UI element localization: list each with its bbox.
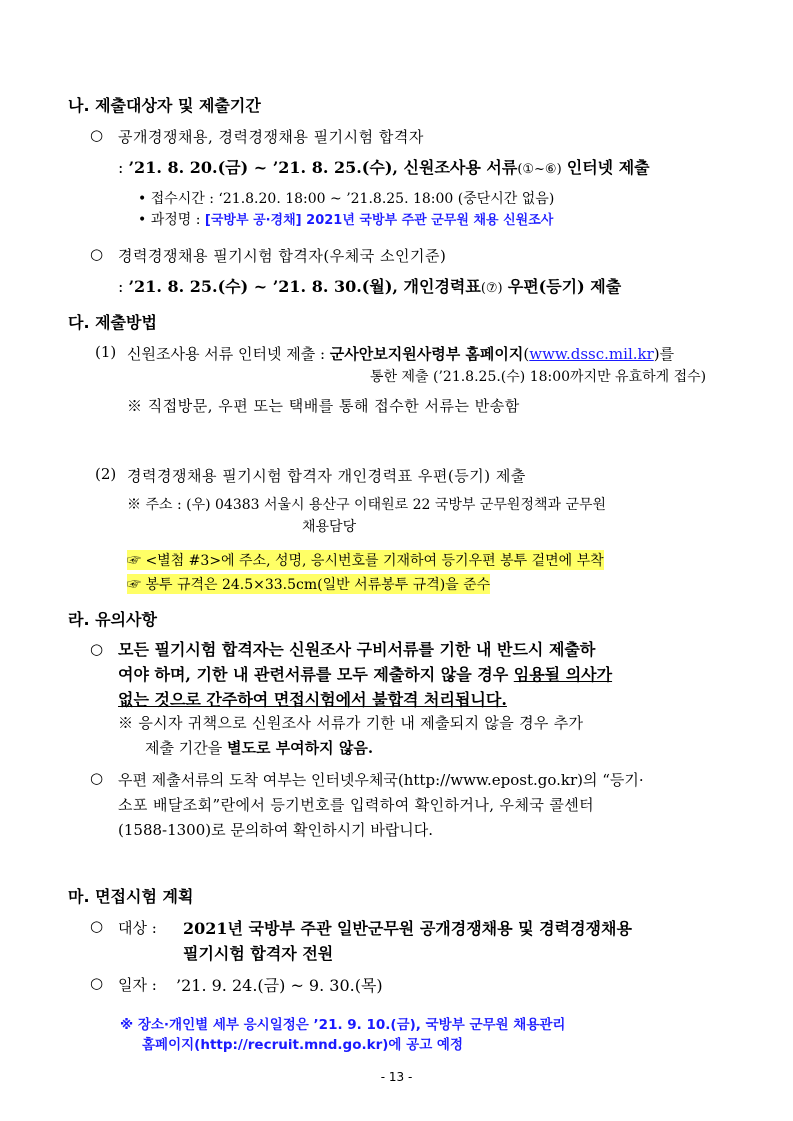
period-prefix: :: [118, 158, 124, 177]
notice-text: 모든 필기시험 합격자는 신원조사 구비서류를 기한 내 반드시 제출하: [118, 640, 596, 659]
notice-sub-emphasis: 별도로 부여하지 않음.: [227, 739, 374, 757]
address-line: ※ 주소 : (우) 04383 서울시 용산구 이태원로 22 국방부 군무원정책과 군무원: [127, 497, 607, 513]
bullet: ○: [90, 974, 104, 992]
site-link[interactable]: www.dssc.mil.kr: [529, 345, 654, 363]
postal-notice-line: 우편 제출서류의 도착 여부는 인터넷우체국(http://www.epost.go.kr)의 “등기·: [118, 771, 644, 789]
sub-bullet: •: [138, 212, 147, 228]
bullet: ○: [90, 245, 104, 263]
course-name: [국방부 공·경채] 2021년 국방부 주관 군무원 채용 신원조사: [204, 213, 554, 228]
address-line: 채용담당: [302, 519, 357, 535]
bullet: ○: [90, 917, 104, 935]
submission-method: 인터넷 제출: [566, 158, 650, 177]
bullet: ○: [90, 769, 104, 787]
sub-bullet: •: [138, 191, 147, 207]
submission-method-2: 우편(등기) 제출: [507, 277, 622, 296]
period-prefix: :: [118, 277, 124, 296]
item1-note: 통한 제출 (’21.8.25.(수) 18:00까지만 유효하게 접수): [370, 369, 707, 385]
page-number: - 13 -: [380, 1070, 413, 1084]
notice-sub-line: ※ 응시자 귀책으로 신원조사 서류가 기한 내 제출되지 않을 경우 추가: [118, 714, 584, 732]
bullet: ○: [90, 640, 104, 658]
submission-period-2: ’21. 8. 25.(수) ~ ’21. 8. 30.(월), 개인경력표: [128, 277, 481, 296]
notice-sub-text: 제출 기간을: [145, 739, 223, 757]
postal-notice-line: 소포 배달조회”란에서 등기번호를 입력하여 확인하거나, 우체국 콜센터: [118, 796, 595, 814]
item-number: (2): [95, 465, 117, 483]
item1-warning: ※ 직접방문, 우편 또는 택배를 통해 접수한 서류는 반송함: [127, 397, 520, 415]
section-heading-na: 나. 제출대상자 및 제출기간: [68, 96, 261, 115]
target-line: 2021년 국방부 주관 일반군무원 공개경쟁채용 및 경력경쟁채용: [183, 919, 632, 938]
notice-text-underlined: 없는 것으로 간주하여 면접시험에서 불합격 처리됩니다.: [118, 690, 507, 709]
site-name: 군사안보지원사령부 홈페이지: [329, 345, 524, 363]
section-heading-ra: 라. 유의사항: [68, 610, 157, 629]
item1-suffix: 를: [659, 345, 675, 363]
notice-text: 여야 하며, 기한 내 관련서류를 모두 제출하지 않을 경우: [118, 665, 509, 684]
item2-text: 경력경쟁채용 필기시험 합격자 개인경력표 우편(등기) 제출: [127, 467, 526, 485]
hint-highlight: ☞ 봉투 규격은 24.5×33.5cm(일반 서류봉투 규격)을 준수: [127, 574, 490, 594]
target-label: 대상 :: [118, 919, 157, 937]
submission-period: ’21. 8. 20.(금) ~ ’21. 8. 25.(수), 신원조사용 서류: [128, 158, 518, 177]
submission-target-line-2: 경력경쟁채용 필기시험 합격자(우체국 소인기준): [118, 247, 447, 265]
date-value: ’21. 9. 24.(금) ~ 9. 30.(목): [176, 976, 383, 995]
submission-target-line: 공개경쟁채용, 경력경쟁채용 필기시험 합격자: [118, 128, 424, 146]
section-heading-da: 다. 제출방법: [68, 313, 157, 332]
schedule-notice: ※ 장소·개인별 세부 응시일정은 ’21. 9. 10.(금), 국방부 군무원 채용관리: [120, 1017, 566, 1033]
doc-number: (⑦): [480, 281, 503, 296]
bullet: ○: [90, 126, 104, 144]
schedule-notice: 홈페이지(http://recruit.mnd.go.kr)에 공고 예정: [142, 1037, 464, 1053]
date-label: 일자 :: [118, 976, 157, 994]
item1-text: 신원조사용 서류 인터넷 제출 :: [127, 345, 326, 363]
reception-time: 접수시간 : ‘21.8.20. 18:00 ~ ’21.8.25. 18:00 (중단시간 없음): [150, 191, 555, 207]
notice-line: [118, 637, 743, 660]
notice-text-underlined: 임용될 의사가: [513, 665, 613, 684]
hint-highlight: ☞ <별첨 #3>에 주소, 성명, 응시번호를 기재하여 등기우편 봉투 겉면에 부착: [127, 550, 604, 570]
target-line: 필기시험 합격자 전원: [183, 944, 334, 963]
course-label: 과정명 :: [150, 212, 201, 228]
docs-range: (①~⑥): [517, 162, 562, 177]
item-number: (1): [95, 343, 117, 361]
postal-notice-line: (1588-1300)로 문의하여 확인하시기 바랍니다.: [118, 821, 434, 839]
section-heading-ma: 마. 면접시험 계획: [68, 887, 194, 906]
